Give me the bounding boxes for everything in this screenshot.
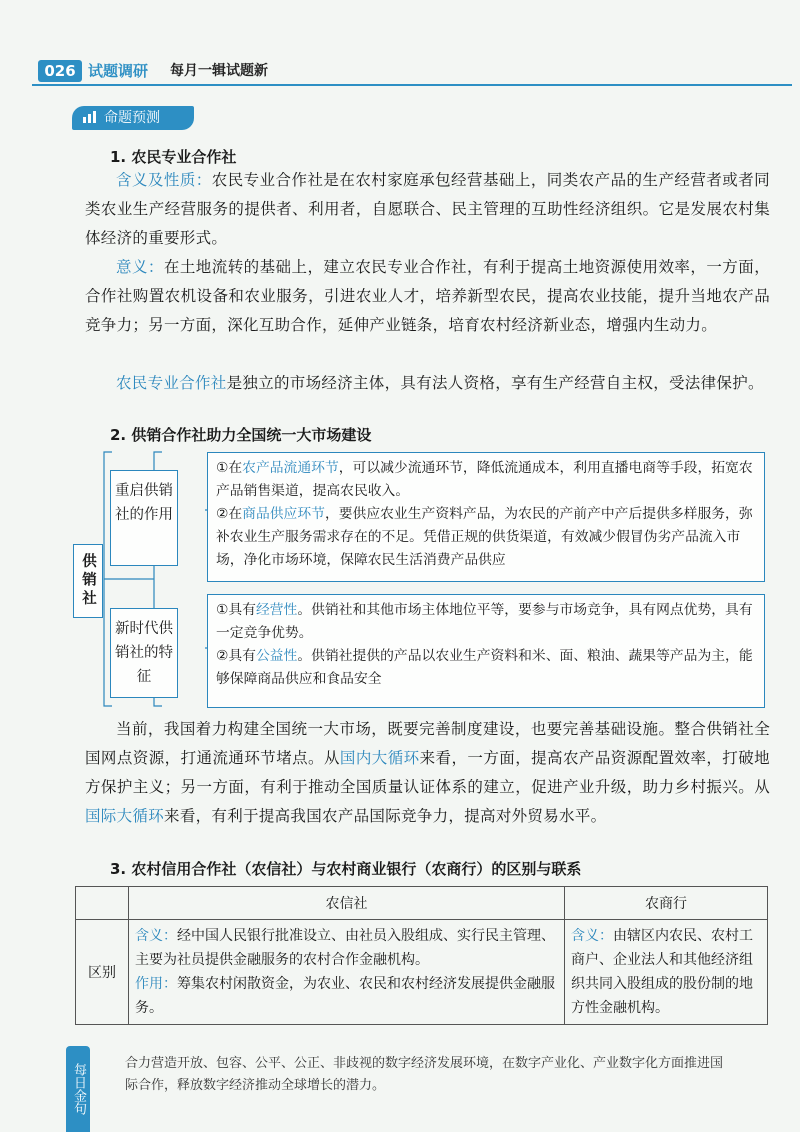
b1-item-2: ②在商品供应环节，要供应农业生产资料产品，为农民的产前产中产后提供多样服务，弥补农业生产服务需求存在的不足。凭借正规的供货渠道，有效减少假冒伪劣产品流入市场，净化市场环境，保障农民生活消费产品供应	[216, 506, 753, 568]
s1-term-1: 含义及性质：	[116, 171, 212, 189]
comparison-table	[75, 886, 768, 1025]
s1-paragraph-1	[85, 166, 770, 253]
s1-paragraph-3	[85, 369, 770, 398]
b1-term-1: 农产品流通环节	[242, 460, 339, 476]
s2-term-international: 国际大循环	[85, 807, 165, 825]
section-1-title: 1. 农民专业合作社	[110, 148, 237, 166]
section-3-title: 3. 农村信用合作社（农信社）与农村商业银行（农商行）的区别与联系	[110, 860, 582, 878]
chart-icon	[82, 110, 98, 124]
b2-term-2: 公益性	[255, 648, 298, 664]
c1-term-2: 作用：	[135, 976, 177, 992]
page-number: 026	[38, 60, 82, 82]
s2-term-domestic: 国内大循环	[339, 749, 420, 767]
table-cell-col2: 含义：由辖区内农民、农村工商户、企业法人和其他经济组织共同入股组成的股份制的地方性金融机构。	[565, 920, 768, 1025]
s1-text-1: 农民专业合作社是在农村家庭承包经营基础上，同类农产品的生产经营者或者同类农业生产经营服务的提供者、利用者，自愿联合、民主管理的互助性经济组织。它是发展农村集体经济的重要形式。	[85, 171, 770, 247]
table-header-col1: 农信社	[129, 887, 565, 920]
s1-term-3: 农民专业合作社	[116, 374, 227, 392]
section-2-title: 2. 供销合作社助力全国统一大市场建设	[110, 426, 372, 444]
b2-item-2: ②具有公益性。供销社提供的产品以农业生产资料和米、面、粮油、蔬果等产品为主，能够保障商品供应和食品安全	[216, 648, 753, 687]
branch-2-box	[207, 594, 765, 708]
root-node: 供销社	[73, 544, 103, 618]
branch-2-label: 新时代供销社的特征	[110, 608, 178, 698]
badge-label: 命题预测	[104, 110, 160, 126]
s2-paragraph: 当前，我国着力构建全国统一大市场，既要完善制度建设，也要完善基础设施。整合供销社全国网点资源，打通流通环节堵点。从国内大循环来看，一方面，提高农产品资源配置效率，打破地方保护主义；另一方面，有利于推动全国质量认证体系的建立，促进产业升级，助力乡村振兴。从国际大循环来看，有利于提高我国农产品国际竞争力，提高对外贸易水平。	[85, 720, 770, 825]
column-subtitle: 每月一辑试题新	[170, 63, 268, 79]
branch-1-box	[207, 452, 765, 582]
section-badge	[72, 106, 194, 130]
b1-item-1: ①在农产品流通环节，可以减少流通环节，降低流通成本，利用直播电商等手段，拓宽农产品销售渠道，提高农民收入。	[216, 460, 753, 499]
footer-quote: 合力营造开放、包容、公平、公正、非歧视的数字经济发展环境，在数字产业化、产业数字化方面推进国际合作，释放数字经济推动全球增长的潜力。	[125, 1056, 724, 1093]
b2-term-1: 经营性	[255, 602, 298, 618]
branch-1-label: 重启供销社的作用	[110, 470, 178, 566]
footer-side-tab: 每日金句	[66, 1046, 90, 1132]
header-rule	[32, 84, 792, 86]
s1-paragraph-2	[85, 253, 770, 340]
b2-item-1: ①具有经营性。供销社和其他市场主体地位平等，要参与市场竞争，具有网点优势，具有一定竞争优势。	[216, 602, 753, 641]
table-header-col2: 农商行	[565, 887, 768, 920]
row-label: 区别	[76, 920, 129, 1025]
table-corner	[76, 887, 129, 920]
s1-text-2: 在土地流转的基础上，建立农民专业合作社，有利于提高土地资源使用效率，一方面，合作社购置农机设备和农业服务，引进农业人才，培养新型农民，提高农业技能，提升当地农产品竞争力；另一方面，深化互助合作，延伸产业链条，培育农村经济新业态，增强内生动力。	[85, 258, 771, 334]
s1-term-2: 意义：	[116, 258, 164, 276]
b1-term-2: 商品供应环节	[242, 506, 325, 522]
s1-text-3: 是独立的市场经济主体，具有法人资格，享有生产经营自主权，受法律保护。	[226, 374, 764, 392]
c1-term-1: 含义：	[135, 928, 177, 944]
column-title: 试题调研	[88, 62, 149, 80]
c2-term: 含义：	[571, 928, 613, 944]
table-cell-col1: 含义：经中国人民银行批准设立、由社员入股组成、实行民主管理、主要为社员提供金融服务的农村合作金融机构。 作用：筹集农村闲散资金，为农业、农民和农村经济发展提供金融服务。	[129, 920, 565, 1025]
